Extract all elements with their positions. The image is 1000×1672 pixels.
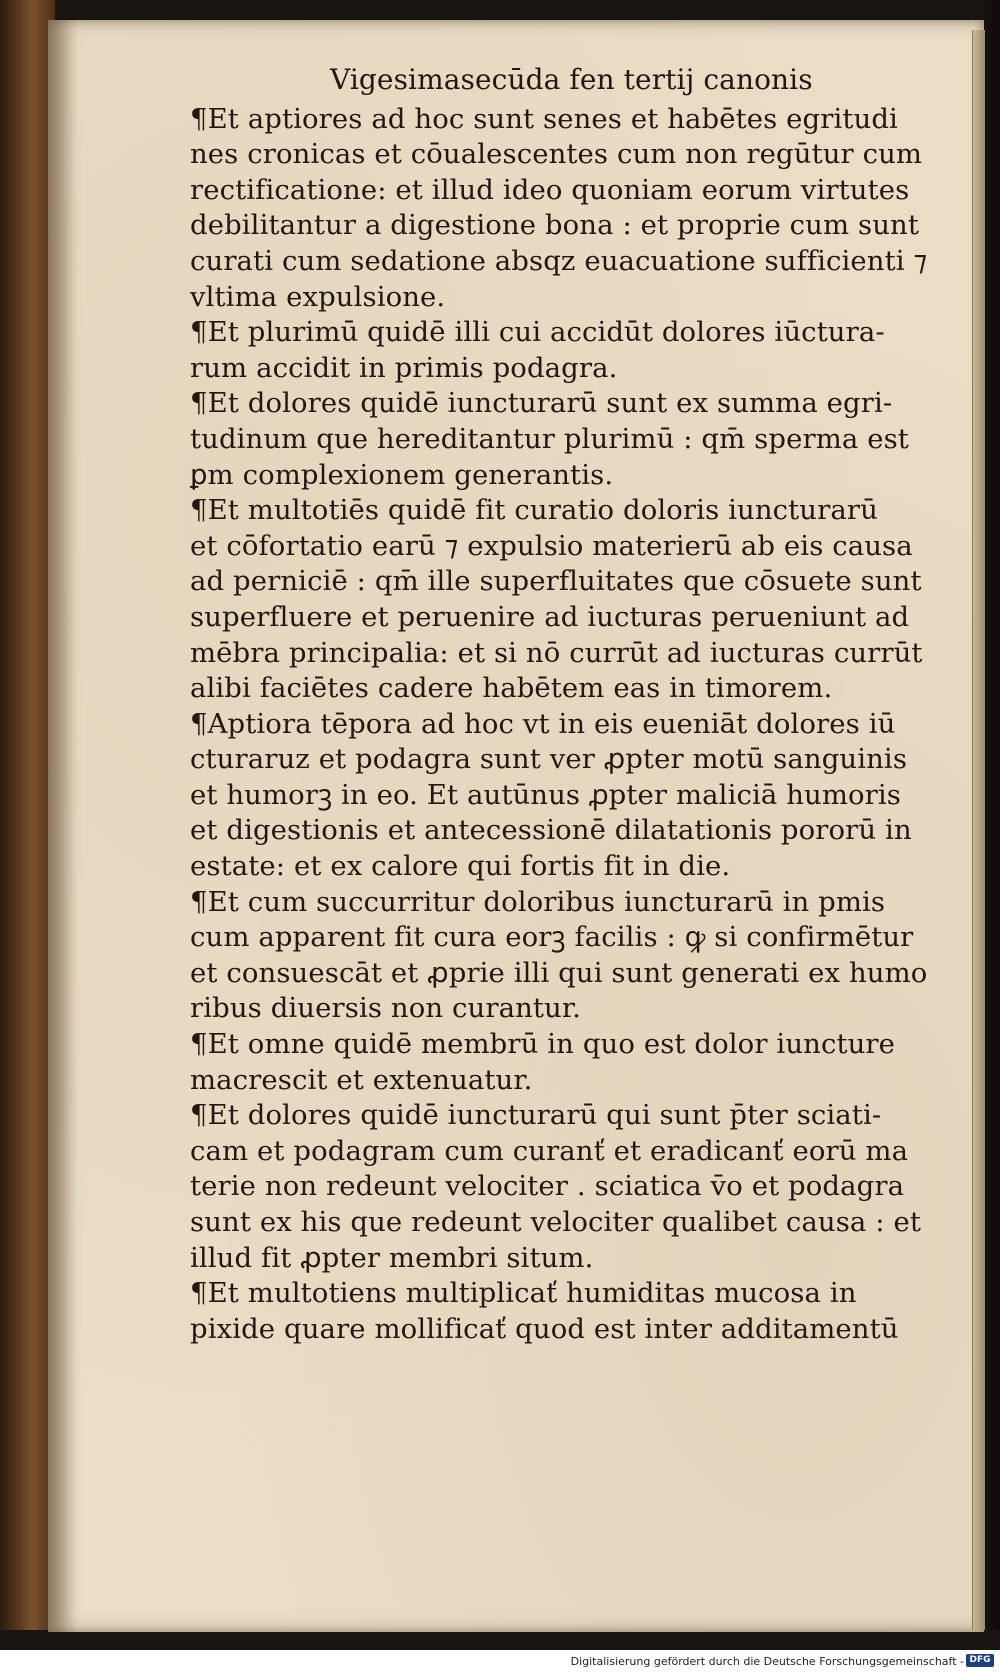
text-line: cum apparent fit cura eorꝫ facilis : ꝙ si confirmētur [190, 921, 914, 954]
paragraph [190, 885, 950, 1027]
text-line: sunt ex his que redeunt velociter qualibet causa : et [190, 1206, 921, 1238]
page-stack-edge [972, 30, 985, 1630]
text-line: et humorꝫ in eo. Et autūnus ꝓpter maliciā humoris [190, 778, 902, 811]
printed-text-block [190, 62, 950, 1347]
text-line: ¶Et plurimū quidē illi cui accidūt dolores iūctura- [190, 316, 885, 349]
text-line: rum accidit in primis podagra. [190, 351, 618, 384]
text-line: mēbra principalia: et si nō currūt ad iucturas currūt [190, 636, 923, 669]
text-line: cturaruz et podagra sunt ver ꝓpter motū sanguinis [190, 743, 908, 776]
paragraph [190, 1276, 950, 1347]
paragraph [190, 386, 950, 493]
text-line: ¶Et dolores quidē iuncturarū qui sunt p̄ter sciati- [190, 1099, 882, 1132]
text-line: ¶Et multotiens multiplicať humiditas mucosa in [190, 1277, 857, 1310]
page-gutter-shadow [48, 20, 78, 1632]
dfg-logo: DFG [966, 1654, 994, 1667]
text-line: et cōfortatio earū ⁊ expulsio materierū ab eis causa [190, 529, 913, 562]
text-line: cam et podagram cum curanť et eradicanť eorū ma [190, 1134, 909, 1167]
text-line: ribus diuersis non curantur. [190, 992, 581, 1025]
scan-bottom-edge [0, 1630, 1000, 1650]
text-line: macrescit et extenuatur. [190, 1063, 533, 1096]
text-line: vltima expulsione. [190, 280, 446, 313]
text-line: ¶Aptiora tēpora ad hoc vt in eis eueniāt dolores iū [190, 707, 896, 740]
text-line: nes cronicas et cōualescentes cum non regūtur cum [190, 138, 923, 171]
paragraph-list [190, 102, 950, 1348]
text-line: ¶Et aptiores ad hoc sunt senes et habētes egritudi [190, 102, 898, 135]
footer-credit: Digitalisierung gefördert durch die Deutsche Forschungsgemeinschaft - [570, 1655, 964, 1668]
text-line: ad perniciē : qm̄ ille superfluitates que cōsuete sunt [190, 565, 922, 598]
text-line: ¶Et dolores quidē iuncturarū sunt ex summa egri- [190, 387, 893, 420]
text-line: curati cum sedatione absqz euacuatione sufficienti ⁊ [190, 244, 928, 277]
text-line: superfluere et peruenire ad iucturas perueniunt ad [190, 600, 910, 633]
paragraph [190, 493, 950, 707]
digitization-footer [0, 1650, 1000, 1672]
paragraph [190, 1027, 950, 1098]
text-line: tudinum que hereditantur plurimū : qm̄ sperma est [190, 422, 909, 455]
paragraph [190, 102, 950, 316]
text-line: illud fit ꝓpter membri situm. [190, 1241, 594, 1274]
scan-top-edge [0, 0, 1000, 22]
text-line: debilitantur a digestione bona : et proprie cum sunt [190, 209, 919, 242]
text-line: terie non redeunt velociter . sciatica v̄o et podagra [190, 1170, 905, 1203]
running-head: Vigesimasecūda fen tertij canonis [330, 63, 813, 96]
paragraph [190, 1098, 950, 1276]
text-line: ¶Et omne quidē membrū in quo est dolor iuncture [190, 1028, 896, 1061]
text-line: et consuescāt et ꝓprie illi qui sunt generati ex humo [190, 956, 928, 989]
text-line: rectificatione: et illud ideo quoniam eorum virtutes [190, 173, 910, 206]
text-line: ꝑm complexionem generantis. [190, 458, 614, 491]
text-line: ¶Et multotiēs quidē fit curatio doloris iuncturarū [190, 494, 878, 527]
text-line: et digestionis et antecessionē dilatationis pororū in [190, 814, 912, 847]
text-line: estate: et ex calore qui fortis fit in die. [190, 850, 731, 883]
text-line: pixide quare mollificať quod est inter additamentū [190, 1312, 899, 1345]
text-line: ¶Et cum succurritur doloribus iuncturarū in pmis [190, 885, 886, 918]
paragraph [190, 315, 950, 386]
book-binding [0, 0, 55, 1650]
paragraph [190, 707, 950, 885]
text-line: alibi faciētes cadere habētem eas in timorem. [190, 672, 833, 705]
